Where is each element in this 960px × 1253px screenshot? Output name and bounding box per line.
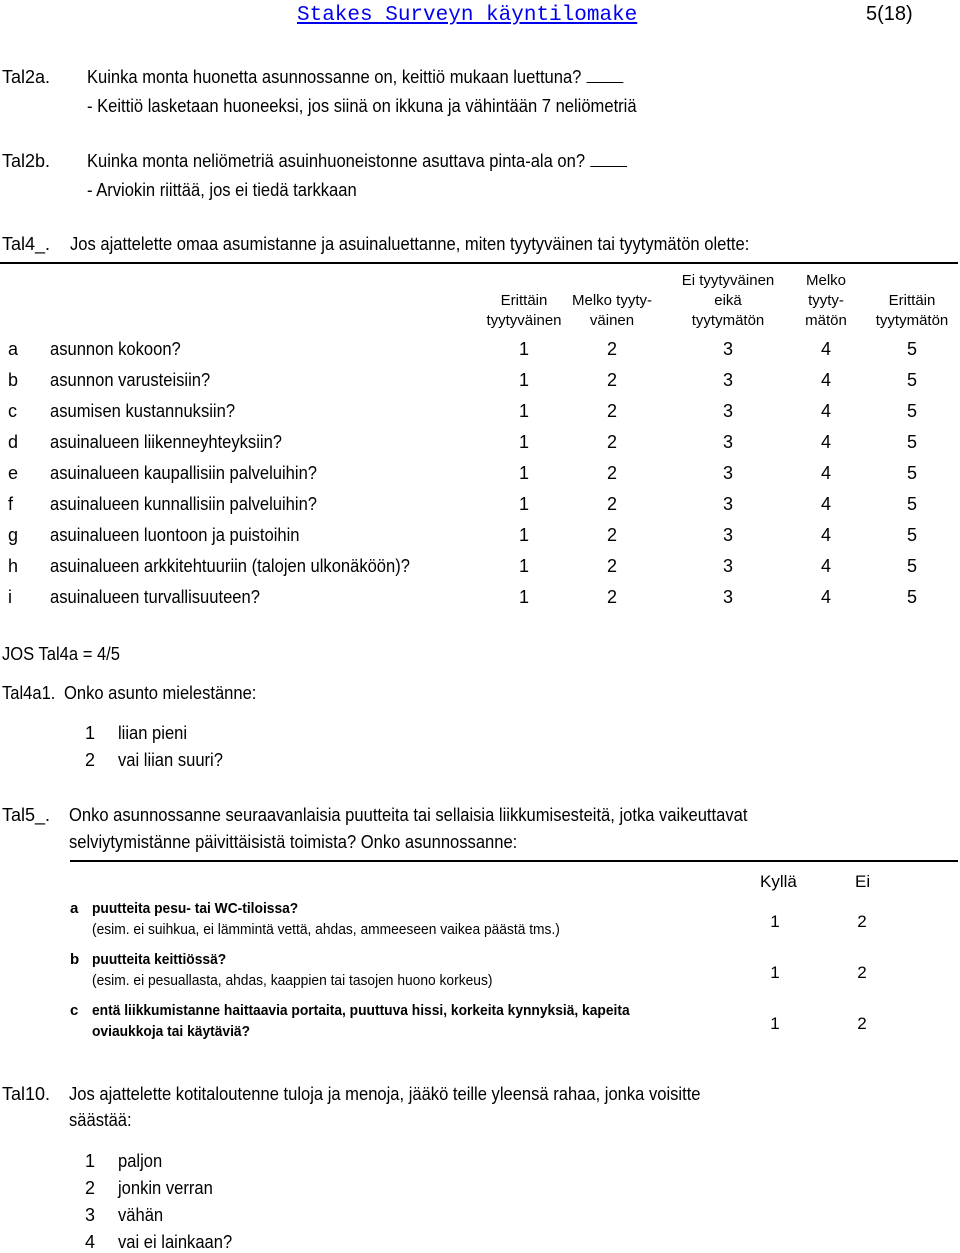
answer-code-yes[interactable]: 1 [770,912,780,931]
row-letter: d [8,432,19,452]
row-label: asuinalueen arkkitehtuuriin (talojen ulkonäköön)? [50,556,410,576]
question-text-tal5-line2: selviytymistänne päivittäisistä toimista? Onko asunnossanne: [69,832,518,852]
question-text-tal2b [87,151,627,172]
answer-code-yes[interactable]: 1 [770,963,780,982]
column-header-line: tyytyväinen [486,312,562,329]
answer-code[interactable]: 5 [906,463,917,483]
row-label: puutteita pesu- tai WC-tiloissa? [92,900,299,917]
row-letter: a [70,900,79,917]
option-code[interactable]: 3 [85,1205,96,1225]
answer-code[interactable]: 4 [820,494,831,514]
answer-code[interactable]: 3 [722,587,733,607]
question-text-tal5-line1: Onko asunnossanne seuraavanlaisia puutteita tai sellaisia liikkumisesteitä, jotka vaikeuttavat [69,805,748,825]
row-label: asuinalueen turvallisuuteen? [50,587,260,607]
page-title[interactable]: Stakes Surveyn käyntilomake [297,4,638,27]
answer-code[interactable]: 3 [722,432,733,452]
answer-code[interactable]: 5 [906,339,917,359]
question-text: Kuinka monta huonetta asunnossanne on, keittiö mukaan luettuna? [87,67,582,87]
answer-code[interactable]: 1 [518,587,529,607]
answer-code[interactable]: 3 [722,525,733,545]
question-code-tal10: Tal10. [2,1084,51,1104]
row-label: puutteita keittiössä? [92,951,227,968]
row-sublabel: oviaukkoja tai käytäviä? [92,1023,251,1040]
answer-code[interactable]: 1 [518,401,529,421]
column-header-line: Melko tyyty- [571,292,652,309]
row-sublabel: (esim. ei pesuallasta, ahdas, kaappien tai tasojen huono korkeus) [92,972,493,989]
answer-code[interactable]: 2 [606,370,617,390]
row-letter: i [8,587,12,607]
condition-text: JOS Tal4a = 4/5 [2,644,120,664]
question-code-tal4a1: Tal4a1. [2,683,56,703]
answer-blank[interactable] [591,152,628,167]
column-header-line: Melko [805,272,846,289]
question-code-tal5: Tal5_. [2,805,51,825]
row-label: asuinalueen kaupallisiin palveluihin? [50,463,318,483]
column-header-yes: Kyllä [760,872,797,891]
question-note-tal2a: - Keittiö lasketaan huoneeksi, jos siinä on ikkuna ja vähintään 7 neliömetriä [87,96,637,116]
answer-code[interactable]: 5 [906,432,917,452]
answer-code[interactable]: 1 [518,432,529,452]
option-label: paljon [118,1151,163,1171]
answer-code[interactable]: 2 [606,494,617,514]
column-header-line: mätön [805,312,847,329]
answer-code[interactable]: 1 [518,556,529,576]
answer-blank[interactable] [587,68,624,83]
row-letter: h [8,556,19,576]
option-label: vähän [118,1205,164,1225]
answer-code[interactable]: 3 [722,556,733,576]
answer-code[interactable]: 4 [820,587,831,607]
answer-code[interactable]: 3 [722,370,733,390]
row-label: asuinalueen kunnallisiin palveluihin? [50,494,318,514]
column-header-line: Erittäin [500,292,548,309]
answer-code[interactable]: 2 [606,525,617,545]
answer-code[interactable]: 2 [606,556,617,576]
answer-code[interactable]: 4 [820,463,831,483]
column-header-line: väinen [589,312,635,329]
row-label: asuinalueen luontoon ja puistoihin [50,525,300,545]
row-label: asunnon kokoon? [50,339,181,359]
column-header-line: tyyty- [808,292,844,309]
answer-code[interactable]: 5 [906,494,917,514]
answer-code[interactable]: 4 [820,370,831,390]
question-text-tal4a1: Onko asunto mielestänne: [64,683,257,703]
column-header-line: Ei tyytyväinen [681,272,775,289]
column-header-line: tyytymätön [875,312,949,329]
answer-code[interactable]: 2 [606,587,617,607]
answer-code[interactable]: 5 [906,401,917,421]
column-header-line: eikä [714,292,742,309]
table-top-border [70,860,958,862]
answer-code[interactable]: 3 [722,339,733,359]
question-code-tal2a: Tal2a. [2,67,51,87]
option-label: jonkin verran [118,1178,213,1198]
row-letter: e [8,463,19,483]
answer-code[interactable]: 2 [606,463,617,483]
answer-code[interactable]: 3 [722,494,733,514]
option-label: liian pieni [118,723,188,743]
option-code[interactable]: 1 [85,1151,96,1171]
answer-code[interactable]: 1 [518,494,529,514]
question-code-tal4: Tal4_. [2,234,51,254]
answer-code[interactable]: 3 [722,401,733,421]
question-text-tal10-line1: Jos ajattelette kotitaloutenne tuloja ja menoja, jääkö teille yleensä rahaa, jonka voisitte [69,1084,701,1104]
column-header-line: tyytymätön [691,312,765,329]
row-label: asumisen kustannuksiin? [50,401,236,421]
row-label: asuinalueen liikenneyhteyksiin? [50,432,282,452]
answer-code[interactable]: 2 [606,401,617,421]
option-code[interactable]: 2 [85,1178,96,1198]
answer-code-no[interactable]: 2 [857,912,867,931]
answer-code-no[interactable]: 2 [857,963,867,982]
column-header-line: Erittäin [888,292,936,309]
question-note-tal2b: - Arviokin riittää, jos ei tiedä tarkkaan [87,180,357,200]
option-label: vai ei lainkaan? [118,1232,233,1252]
answer-code[interactable]: 5 [906,370,917,390]
answer-code[interactable]: 4 [820,401,831,421]
answer-code[interactable]: 2 [606,339,617,359]
option-code[interactable]: 4 [85,1232,96,1252]
answer-code[interactable]: 1 [518,339,529,359]
answer-code[interactable]: 5 [906,525,917,545]
row-letter: c [8,401,17,421]
answer-code[interactable]: 4 [820,339,831,359]
answer-code[interactable]: 3 [722,463,733,483]
row-letter: b [70,951,80,968]
answer-code[interactable]: 5 [906,587,917,607]
answer-code[interactable]: 1 [518,370,529,390]
row-label: entä liikkumistanne haittaavia portaita, puuttuva hissi, korkeita kynnyksiä, kapeita [92,1002,630,1019]
page-number: 5(18) [866,3,913,25]
option-code[interactable]: 2 [85,750,96,770]
row-letter: g [8,525,19,545]
table-top-border [0,262,958,264]
row-letter: b [8,370,19,390]
answer-code[interactable]: 1 [518,525,529,545]
question-text-tal4: Jos ajattelette omaa asumistanne ja asuinaluettanne, miten tyytyväinen tai tyytymätön olette: [70,234,750,254]
row-letter: c [70,1002,79,1019]
column-header-no: Ei [855,872,871,891]
answer-code[interactable]: 4 [820,432,831,452]
question-text-tal2a [87,67,624,88]
question-text-tal10-line2: säästää: [69,1110,132,1130]
option-label: vai liian suuri? [118,750,223,770]
question-code-tal2b: Tal2b. [2,151,51,171]
answer-code[interactable]: 2 [606,432,617,452]
answer-code-yes[interactable]: 1 [770,1014,780,1033]
question-text: Kuinka monta neliömetriä asuinhuoneistonne asuttava pinta-ala on? [87,151,586,171]
answer-code[interactable]: 4 [820,556,831,576]
row-label: asunnon varusteisiin? [50,370,211,390]
row-sublabel: (esim. ei suihkua, ei lämmintä vettä, ahdas, ammeeseen vaikea päästä tms.) [92,921,560,938]
answer-code[interactable]: 1 [518,463,529,483]
row-letter: f [8,494,14,514]
option-code[interactable]: 1 [85,723,96,743]
answer-code[interactable]: 5 [906,556,917,576]
row-letter: a [8,339,19,359]
answer-code-no[interactable]: 2 [857,1014,867,1033]
answer-code[interactable]: 4 [820,525,831,545]
